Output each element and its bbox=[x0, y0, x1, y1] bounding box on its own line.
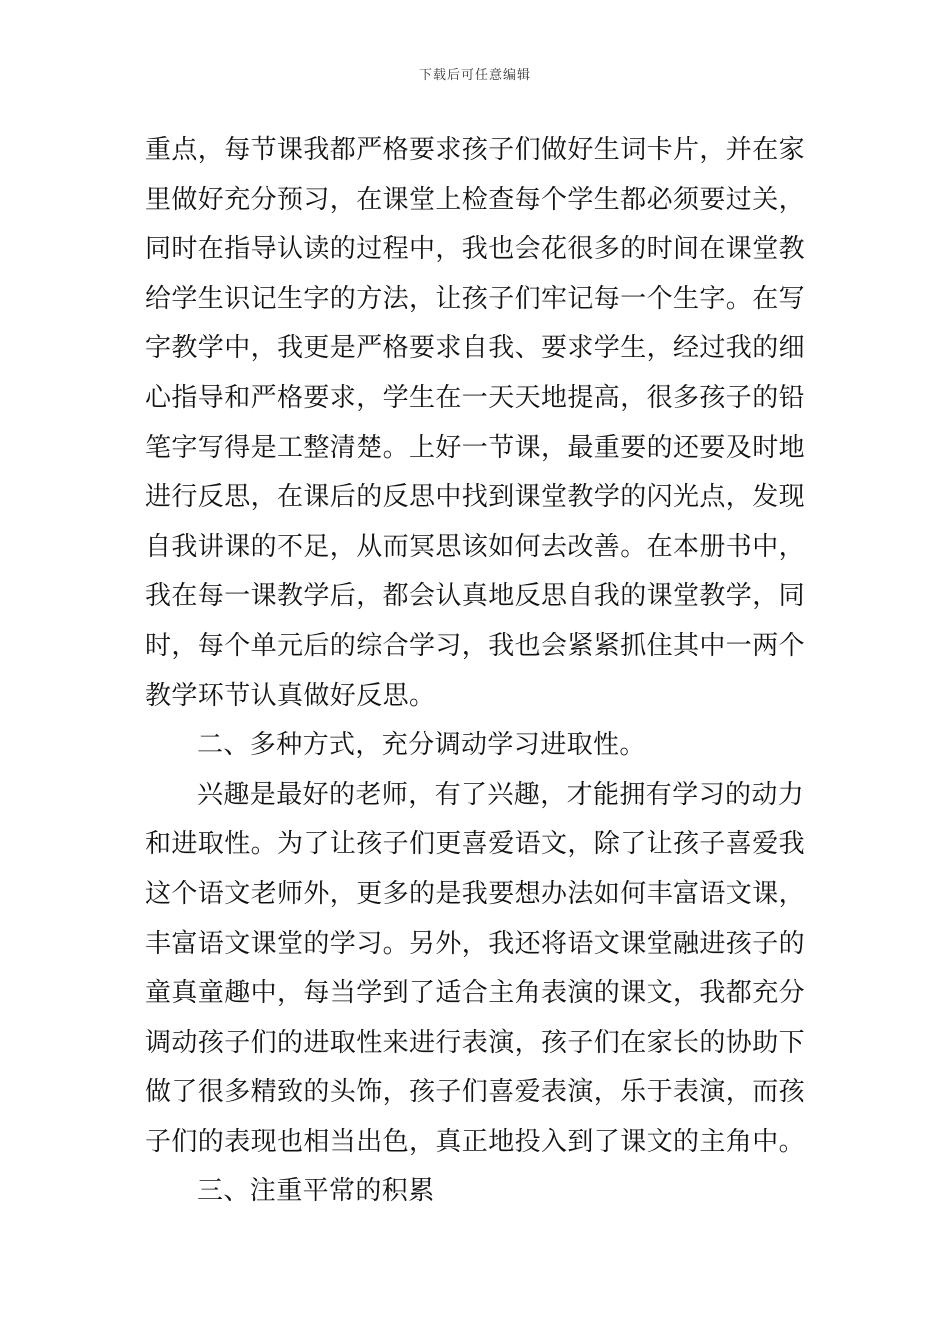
text-line: 进行反思，在课后的反思中找到课堂教学的闪光点，发现 bbox=[145, 482, 806, 513]
text-line: 我在每一课教学后，都会认真地反思自我的课堂教学，同 bbox=[145, 581, 806, 612]
text-line: 字教学中，我更是严格要求自我、要求学生，经过我的细 bbox=[145, 333, 806, 364]
text-line: 里做好充分预习，在课堂上检查每个学生都必须要过关， bbox=[145, 184, 806, 215]
text-line: 教学环节认真做好反思。 bbox=[145, 680, 436, 711]
text-line: 和进取性。为了让孩子们更喜爱语文，除了让孩子喜爱我 bbox=[145, 829, 806, 860]
document-body bbox=[145, 126, 815, 1217]
page-header: 下载后可任意编辑 bbox=[418, 68, 531, 83]
text-line: 时，每个单元后的综合学习，我也会紧紧抓住其中一两个 bbox=[145, 630, 806, 661]
text-line: 子们的表现也相当出色，真正地投入到了课文的主角中。 bbox=[145, 1126, 806, 1157]
text-line: 重点，每节课我都严格要求孩子们做好生词卡片，并在家 bbox=[145, 135, 806, 165]
text-line: 调动孩子们的进取性来进行表演，孩子们在家长的协助下 bbox=[145, 1027, 806, 1058]
text-line: 同时在指导认读的过程中，我也会花很多的时间在课堂教 bbox=[145, 234, 806, 265]
text-line: 童真童趣中，每当学到了适合主角表演的课文，我都充分 bbox=[145, 978, 806, 1009]
text-line: 心指导和严格要求，学生在一天天地提高，很多孩子的铅 bbox=[145, 382, 806, 413]
text-line: 笔字写得是工整清楚。上好一节课，最重要的还要及时地 bbox=[145, 432, 806, 463]
text-line: 兴趣是最好的老师，有了兴趣，才能拥有学习的动力 bbox=[197, 779, 805, 810]
text-line: 做了很多精致的头饰，孩子们喜爱表演，乐于表演，而孩 bbox=[145, 1077, 806, 1108]
text-line: 二、多种方式，充分调动学习进取性。 bbox=[197, 730, 646, 761]
text-line: 丰富语文课堂的学习。另外，我还将语文课堂融进孩子的 bbox=[145, 928, 806, 959]
text-line: 三、注重平常的积累 bbox=[197, 1176, 435, 1207]
text-line: 这个语文老师外，更多的是我要想办法如何丰富语文课， bbox=[145, 878, 806, 909]
text-line: 给学生识记生字的方法，让孩子们牢记每一个生字。在写 bbox=[145, 283, 806, 314]
text-line: 自我讲课的不足，从而冥思该如何去改善。在本册书中， bbox=[145, 531, 806, 562]
